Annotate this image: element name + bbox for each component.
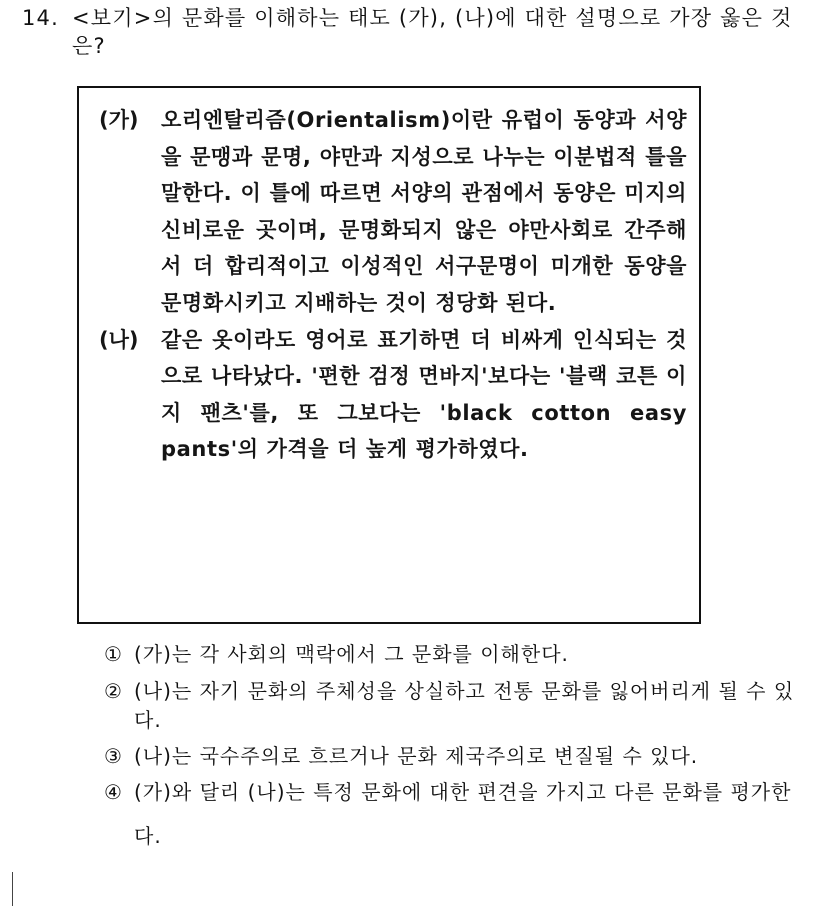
question-number: 14. (22, 6, 59, 30)
margin-line (12, 872, 13, 906)
option-4-text: (가)와 달리 (나)는 특정 문화에 대한 편견을 가지고 다른 문화를 평가한다. (134, 780, 792, 848)
bogi-box (77, 86, 701, 624)
option-2-text: (나)는 자기 문화의 주체성을 상실하고 전통 문화를 잃어버리게 될 수 있다. (134, 679, 795, 732)
paragraph-na-label: (나) (99, 327, 139, 352)
paragraph-ga-label: (가) (99, 108, 139, 132)
question-text: <보기>의 문화를 이해하는 태도 (가), (나)에 대한 설명으로 가장 옳은 것은? (72, 6, 793, 58)
option-3[interactable] (104, 742, 804, 771)
option-1-text: (가)는 각 사회의 맥락에서 그 문화를 이해한다. (134, 642, 569, 666)
option-1-number: ① (104, 642, 123, 666)
answer-options (104, 640, 804, 858)
option-2[interactable] (104, 677, 804, 735)
option-3-number: ③ (104, 744, 123, 768)
option-3-text: (나)는 국수주의로 흐르거나 문화 제국주의로 변질될 수 있다. (134, 744, 699, 768)
paragraph-na (99, 322, 687, 468)
paragraph-na-text: 같은 옷이라도 영어로 표기하면 더 비싸게 인식되는 것으로 나타났다. '편한 검정 면바지'보다는 '블랙 코튼 이지 팬츠'를, 또 그보다는 'black cotton easy pants'의 가격을 더 높게 평가하였다. (161, 327, 687, 462)
option-4[interactable] (104, 778, 804, 858)
paragraph-ga (99, 102, 687, 322)
option-4-number: ④ (104, 780, 123, 804)
question-block (22, 4, 812, 60)
paragraph-ga-text: 오리엔탈리즘(Orientalism)이란 유럽이 동양과 서양을 문맹과 문명, 야만과 지성으로 나누는 이분법적 틀을 말한다. 이 틀에 따르면 서양의 관점에서 동양은 미지의 신비로운 곳이며, 문명화되지 않은 야만사회로 간주해서 더 합리적이고 이성적인 서구문명이 미개한 동양을 문명화시키고 지배하는 것이 정당화 된다. (161, 108, 687, 315)
question-row (22, 4, 812, 60)
option-1[interactable] (104, 640, 804, 669)
option-2-number: ② (104, 679, 123, 703)
